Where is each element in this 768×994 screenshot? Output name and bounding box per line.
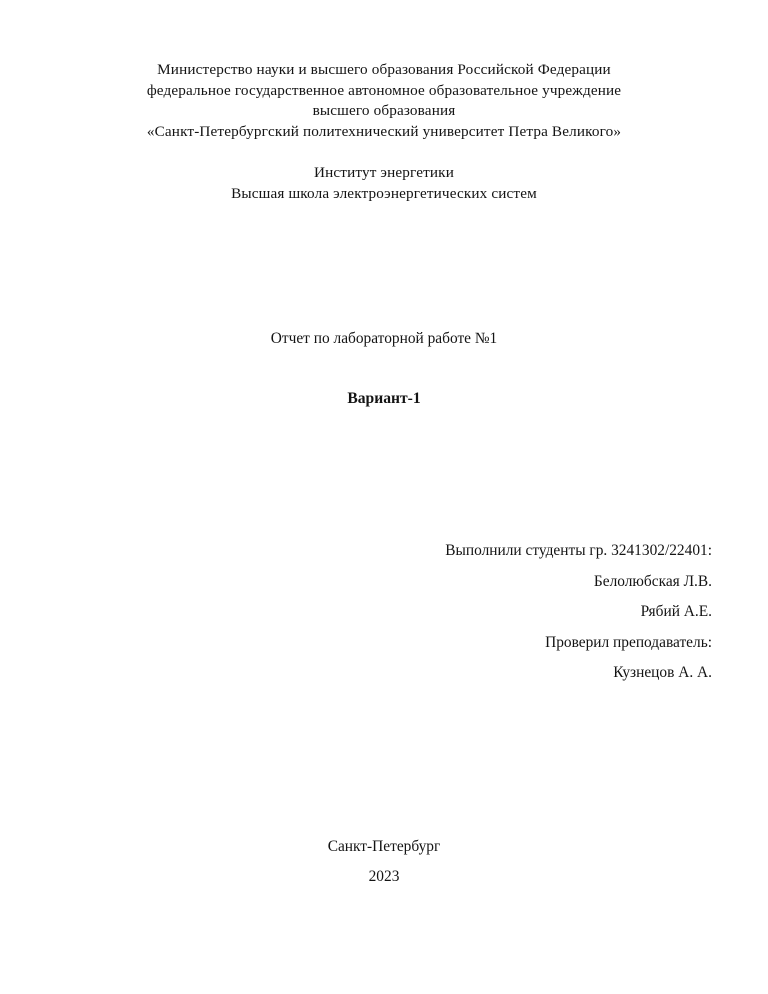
ministry-line-1: Министерство науки и высшего образования Российской Федерации bbox=[157, 61, 611, 78]
ministry-line-2: федеральное государственное автономное образовательное учреждение bbox=[146, 81, 622, 99]
student-name-1: Белолюбская Л.В. bbox=[593, 572, 712, 590]
footer-block bbox=[64, 832, 704, 892]
variant-label bbox=[64, 388, 704, 409]
institution-header bbox=[64, 60, 704, 204]
school-name: Высшая школа электроэнергетических систем bbox=[231, 184, 537, 202]
year-text: 2023 bbox=[368, 868, 400, 885]
university-name: «Санкт-Петербургский политехнический университет Петра Великого» bbox=[146, 122, 622, 140]
city-name: Санкт-Петербург bbox=[327, 838, 441, 855]
institute-group bbox=[64, 163, 704, 204]
institute-name: Институт энергетики bbox=[314, 164, 454, 181]
reviewer-name: Кузнецов А. А. bbox=[613, 664, 712, 682]
report-title bbox=[64, 328, 704, 349]
authors-block bbox=[300, 536, 712, 689]
ministry-line-3: высшего образования bbox=[312, 102, 456, 119]
report-title-text: Отчет по лабораторной работе №1 bbox=[270, 330, 498, 347]
student-name-2: Рябий А.Е. bbox=[640, 603, 712, 621]
variant-text: Вариант-1 bbox=[347, 390, 421, 407]
reviewer-label: Проверил преподаватель: bbox=[545, 633, 712, 651]
students-group-line: Выполнили студенты гр. 3241302/22401: bbox=[445, 542, 712, 559]
